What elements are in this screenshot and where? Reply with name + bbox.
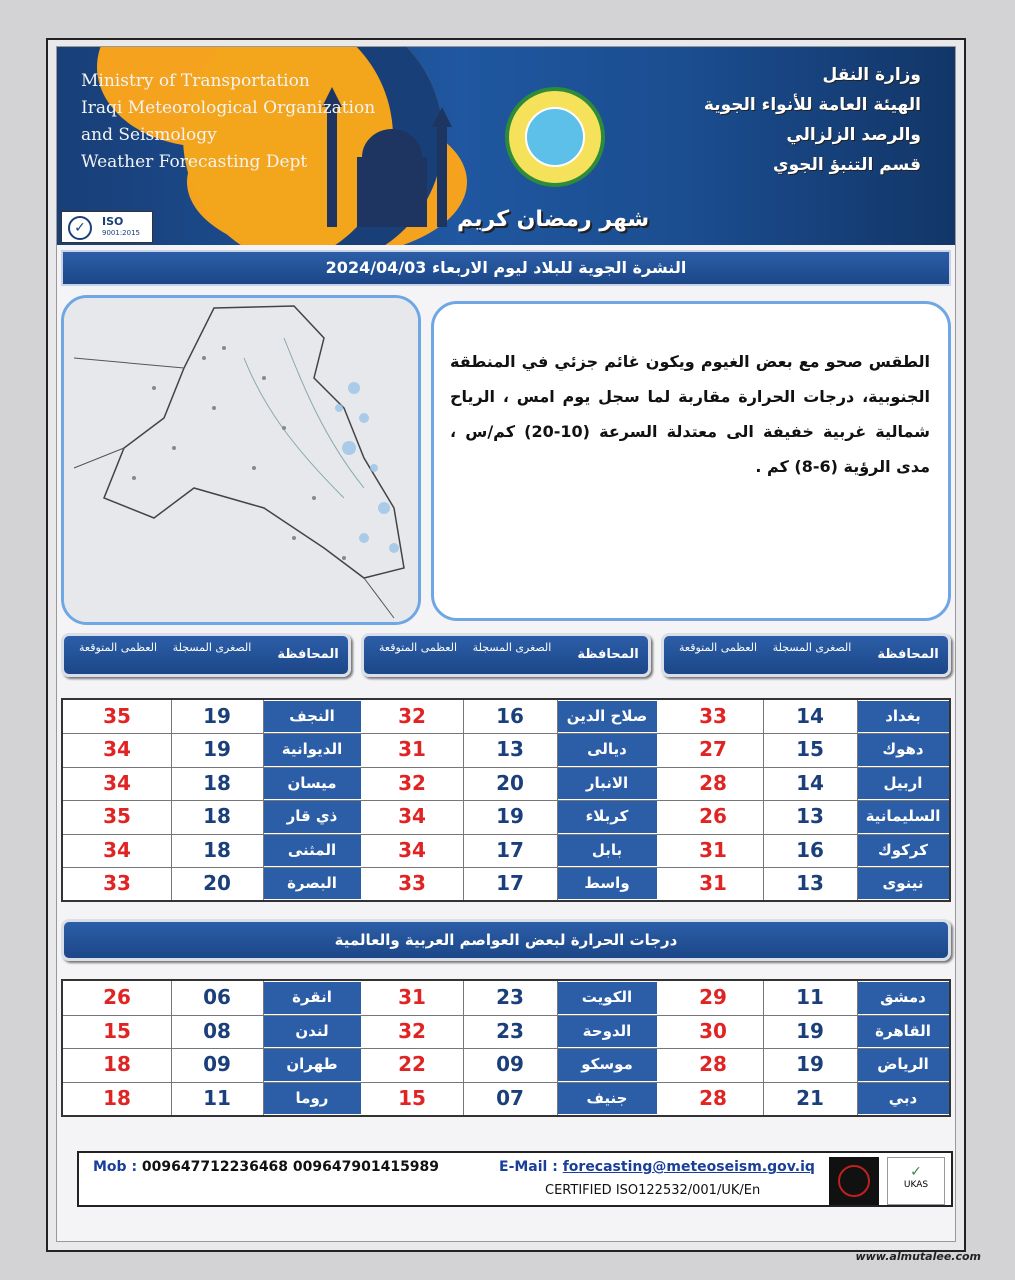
- grid-line: [63, 1048, 949, 1049]
- row-min-temp: 18: [203, 804, 231, 829]
- row-name: طهران: [263, 1049, 361, 1081]
- row-min-temp: 09: [203, 1052, 231, 1076]
- row-name: دمشق: [857, 982, 949, 1014]
- grid-line: [63, 834, 949, 835]
- table-header-group-3: [61, 633, 351, 677]
- row-max-temp: 15: [103, 1018, 131, 1043]
- row-max-temp: 26: [699, 804, 727, 829]
- row-name: موسكو: [557, 1049, 657, 1081]
- ar-header-line: قسم التنبؤ الجوي: [773, 155, 921, 175]
- row-max-temp: 31: [699, 837, 727, 862]
- row-name: ذي قار: [263, 801, 361, 832]
- row-name: السليمانية: [857, 801, 949, 832]
- grid-line: [63, 1082, 949, 1083]
- row-max-temp: 34: [103, 737, 131, 762]
- ar-header-line: والرصد الزلزالي: [786, 125, 921, 145]
- row-name: لندن: [263, 1016, 361, 1048]
- satellite-map: [61, 295, 421, 625]
- row-min-temp: 19: [796, 1018, 824, 1043]
- row-max-temp: 32: [398, 704, 426, 728]
- row-min-temp: 17: [496, 871, 524, 895]
- en-header-line: Iraqi Meteorological Organization: [81, 98, 376, 118]
- min-header: الصغرى المسجلة: [472, 641, 552, 654]
- row-min-temp: 18: [203, 837, 231, 862]
- row-max-temp: 15: [398, 1085, 426, 1110]
- row-min-temp: 07: [496, 1085, 524, 1110]
- row-name: اربيل: [857, 768, 949, 799]
- grid-line: [63, 800, 949, 801]
- max-header: العظمى المتوقعة: [79, 641, 157, 654]
- weather-description-box: [431, 301, 951, 621]
- row-min-temp: 14: [796, 704, 824, 728]
- row-max-temp: 34: [103, 770, 131, 795]
- row-name: الدوحة: [557, 1016, 657, 1048]
- row-name: المثنى: [263, 835, 361, 866]
- weather-description: الطقس صحو مع بعض الغيوم ويكون غائم جزئي في المنطقة الجنوبية، درجات الحرارة مقاربة لما سجل يوم امس ، الرياح شمالية غربية خفيفة الى معتدلة السرعة (10-20) كم/س ، مدى الرؤية (6-8) كم .: [450, 352, 930, 476]
- ar-header-line: الهيئة العامة للأنواء الجوية: [703, 95, 921, 115]
- row-max-temp: 28: [699, 1052, 727, 1076]
- row-min-temp: 15: [796, 737, 824, 762]
- min-header: الصغرى المسجلة: [772, 641, 852, 654]
- row-name: بغداد: [857, 701, 949, 732]
- check-icon: ✓: [68, 216, 92, 240]
- row-max-temp: 30: [699, 1018, 727, 1043]
- row-max-temp: 32: [398, 1018, 426, 1043]
- organization-logo: [505, 87, 605, 187]
- bulletin-title: النشرة الجوية للبلاد ليوم الاربعاء 2024/04/03: [61, 250, 951, 286]
- site-watermark: www.almutalee.com: [855, 1250, 981, 1263]
- row-min-temp: 11: [203, 1085, 231, 1110]
- row-max-temp: 18: [103, 1085, 131, 1110]
- row-name: الديوانية: [263, 734, 361, 765]
- row-name: كركوك: [857, 835, 949, 866]
- row-name: روما: [263, 1083, 361, 1115]
- ramadan-greeting: شهر رمضان كريم: [457, 207, 650, 232]
- row-name: القاهرة: [857, 1016, 949, 1048]
- ar-header-line: وزارة النقل: [822, 65, 921, 85]
- iraq-map-image: [64, 298, 418, 622]
- grid-line: [63, 733, 949, 734]
- row-min-temp: 23: [496, 1018, 524, 1043]
- table-header-group-1: [661, 633, 951, 677]
- table-header-group-2: [361, 633, 651, 677]
- max-header: العظمى المتوقعة: [379, 641, 457, 654]
- row-max-temp: 31: [699, 871, 727, 895]
- row-max-temp: 27: [699, 737, 727, 762]
- max-header: العظمى المتوقعة: [679, 641, 757, 654]
- seal-icon: [829, 1157, 879, 1205]
- row-min-temp: 19: [203, 737, 231, 762]
- row-min-temp: 08: [203, 1018, 231, 1043]
- row-min-temp: 13: [796, 871, 824, 895]
- header-banner: [57, 47, 955, 245]
- en-header-line: Weather Forecasting Dept: [81, 152, 308, 172]
- row-max-temp: 31: [398, 985, 426, 1009]
- row-min-temp: 17: [496, 837, 524, 862]
- province-header: المحافظة: [277, 647, 339, 662]
- bulletin-page: [46, 38, 966, 1252]
- row-name: الرياض: [857, 1049, 949, 1081]
- row-min-temp: 06: [203, 985, 231, 1009]
- row-name: نينوى: [857, 868, 949, 899]
- row-min-temp: 16: [496, 704, 524, 728]
- row-min-temp: 19: [496, 804, 524, 829]
- row-max-temp: 31: [398, 737, 426, 762]
- en-header-line: and Seismology: [81, 125, 217, 145]
- row-min-temp: 11: [796, 985, 824, 1009]
- row-name: الكويت: [557, 982, 657, 1014]
- row-name: كربلاء: [557, 801, 657, 832]
- row-min-temp: 20: [496, 770, 524, 795]
- row-name: ميسان: [263, 768, 361, 799]
- bulletin-inner: [56, 46, 956, 1242]
- row-name: بابل: [557, 835, 657, 866]
- iso-badge: ✓ ISO 9001:2015: [61, 211, 153, 243]
- en-header-line: Ministry of Transportation: [81, 71, 310, 91]
- row-max-temp: 28: [699, 1085, 727, 1110]
- row-name: دهوك: [857, 734, 949, 765]
- row-min-temp: 19: [203, 704, 231, 728]
- row-name: دبي: [857, 1083, 949, 1115]
- row-max-temp: 34: [103, 837, 131, 862]
- row-name: ديالى: [557, 734, 657, 765]
- row-min-temp: 20: [203, 871, 231, 895]
- grid-line: [63, 767, 949, 768]
- row-min-temp: 13: [496, 737, 524, 762]
- row-max-temp: 18: [103, 1052, 131, 1076]
- row-name: البصرة: [263, 868, 361, 899]
- contact-footer: [77, 1151, 953, 1207]
- row-max-temp: 32: [398, 770, 426, 795]
- row-max-temp: 26: [103, 985, 131, 1009]
- row-max-temp: 29: [699, 985, 727, 1009]
- row-min-temp: 21: [796, 1085, 824, 1110]
- email-line: E-Mail : forecasting@meteoseism.gov.iq: [499, 1159, 815, 1175]
- row-name: صلاح الدين: [557, 701, 657, 732]
- grid-line: [63, 1015, 949, 1016]
- row-max-temp: 33: [699, 704, 727, 728]
- certification-text: CERTIFIED ISO122532/001/UK/En: [545, 1183, 761, 1198]
- ukas-badge: ✓ UKAS: [887, 1157, 945, 1205]
- province-header: المحافظة: [877, 647, 939, 662]
- row-max-temp: 28: [699, 770, 727, 795]
- row-max-temp: 35: [103, 804, 131, 829]
- province-table: [61, 698, 951, 902]
- row-max-temp: 34: [398, 804, 426, 829]
- row-min-temp: 13: [796, 804, 824, 829]
- grid-line: [63, 867, 949, 868]
- row-name: الانبار: [557, 768, 657, 799]
- row-min-temp: 14: [796, 770, 824, 795]
- row-max-temp: 34: [398, 837, 426, 862]
- province-header: المحافظة: [577, 647, 639, 662]
- capitals-title: درجات الحرارة لبعض العواصم العربية والعالمية: [61, 919, 951, 961]
- min-header: الصغرى المسجلة: [172, 641, 252, 654]
- row-name: واسط: [557, 868, 657, 899]
- row-max-temp: 22: [398, 1052, 426, 1076]
- email-link[interactable]: forecasting@meteoseism.gov.iq: [562, 1159, 815, 1175]
- row-min-temp: 23: [496, 985, 524, 1009]
- row-max-temp: 33: [103, 871, 131, 895]
- row-max-temp: 35: [103, 704, 131, 728]
- row-name: جنيف: [557, 1083, 657, 1115]
- row-min-temp: 18: [203, 770, 231, 795]
- row-name: انقرة: [263, 982, 361, 1014]
- row-min-temp: 09: [496, 1052, 524, 1076]
- row-min-temp: 19: [796, 1052, 824, 1076]
- capitals-table: [61, 979, 951, 1117]
- row-max-temp: 33: [398, 871, 426, 895]
- row-min-temp: 16: [796, 837, 824, 862]
- row-name: النجف: [263, 701, 361, 732]
- mobile-numbers: Mob : 009647712236468 009647901415989: [93, 1159, 440, 1175]
